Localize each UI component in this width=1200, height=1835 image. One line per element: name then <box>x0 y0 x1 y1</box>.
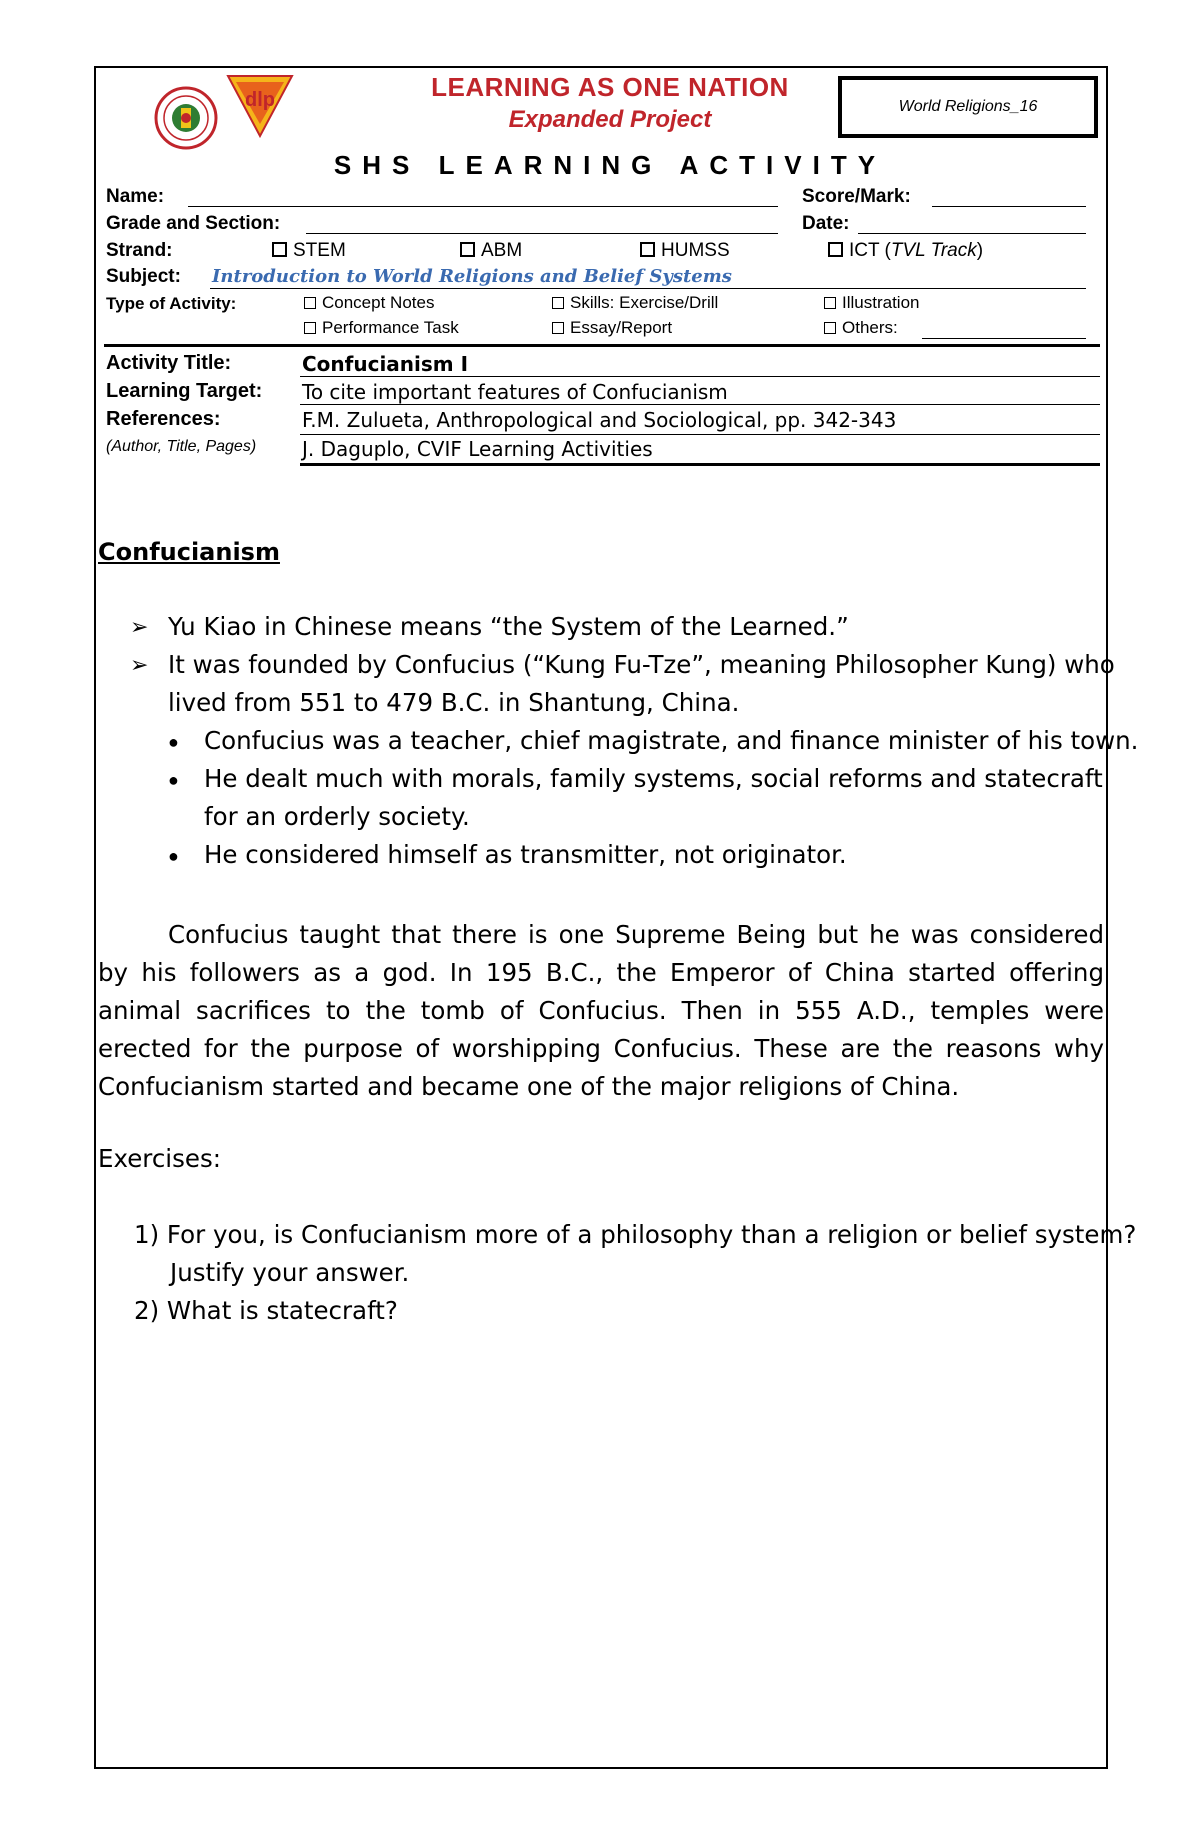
score-field[interactable] <box>932 206 1086 207</box>
header-divider <box>104 344 1100 347</box>
arrow-bullet-icon: ➢ <box>130 614 149 639</box>
activity-title-label: Activity Title: <box>106 352 232 374</box>
learning-target-underline <box>300 404 1100 405</box>
others-field[interactable] <box>922 338 1086 339</box>
checkbox-icon <box>460 242 475 257</box>
strand-option-ict[interactable]: ICT (TVL Track) <box>828 240 983 262</box>
checkbox-icon <box>824 297 836 309</box>
date-field[interactable] <box>858 233 1086 234</box>
reference-2: J. Daguplo, CVIF Learning Activities <box>302 437 653 461</box>
strand-option-abm[interactable]: ABM <box>460 240 522 262</box>
date-label: Date: <box>802 213 850 234</box>
grade-section-field[interactable] <box>306 233 778 234</box>
checkbox-icon <box>272 242 287 257</box>
activity-type-illustration[interactable]: Illustration <box>824 293 919 313</box>
name-label: Name: <box>106 186 165 207</box>
checkbox-icon <box>552 322 564 334</box>
bullet-icon: ● <box>168 732 179 752</box>
bullet-icon: ● <box>168 770 179 790</box>
section-title: Confucianism <box>98 538 280 566</box>
checkbox-icon <box>640 242 655 257</box>
bullet-item-2: He dealt much with morals, family systems, social reforms and statecraft <box>204 764 1103 793</box>
arrow-item-2: It was founded by Confucius (“Kung Fu-Tze”, meaning Philosopher Kung) who <box>168 650 1115 679</box>
checkbox-icon <box>824 322 836 334</box>
org-subtitle: Expanded Project <box>508 106 712 133</box>
checkbox-icon <box>828 242 843 257</box>
exercise-1-continued: Justify your answer. <box>170 1258 410 1287</box>
activity-title-value: Confucianism I <box>302 352 469 376</box>
checkbox-icon <box>552 297 564 309</box>
subject-label: Subject: <box>106 266 181 287</box>
bullet-icon: ● <box>168 846 179 866</box>
bullet-item-2-continued: for an orderly society. <box>204 802 470 831</box>
school-seal-logo <box>154 86 218 150</box>
ict-track-note: TVL Track <box>890 240 977 261</box>
references-label: References: <box>106 408 221 430</box>
org-title: LEARNING AS ONE NATION <box>431 72 789 102</box>
activity-type-concept-notes[interactable]: Concept Notes <box>304 293 434 313</box>
activity-main-title: SHS LEARNING ACTIVITY <box>333 150 887 180</box>
subject-underline <box>210 288 1086 289</box>
activity-title-underline <box>300 376 1100 377</box>
bullet-item-1: Confucius was a teacher, chief magistrate, and finance minister of his town. <box>204 726 1139 755</box>
reference-1-underline <box>300 434 1100 435</box>
name-field[interactable] <box>188 206 778 207</box>
strand-label: Strand: <box>106 240 173 261</box>
learning-target-value: To cite important features of Confucianism <box>302 380 728 404</box>
score-label: Score/Mark: <box>802 186 911 207</box>
learning-target-label: Learning Target: <box>106 380 263 402</box>
strand-option-humss[interactable]: HUMSS <box>640 240 730 262</box>
dlp-logo-text: dlp <box>245 89 275 111</box>
body-paragraph: Confucius taught that there is one Supreme Being but he was considered by his followers as a god. In 195 B.C., the Emperor of China started offering animal sacrifices to the tomb of Confucius. Then in 555 A.D., temples were erected for the purpose of worshipping Confucius. These are the reasons why Confucianism started and became one of the major religions of China. <box>98 920 1104 1101</box>
arrow-item-2-continued: lived from 551 to 479 B.C. in Shantung, China. <box>168 688 740 717</box>
arrow-bullet-icon: ➢ <box>130 652 149 677</box>
document-code-box <box>838 76 1098 138</box>
reference-1: F.M. Zulueta, Anthropological and Sociological, pp. 342-343 <box>302 408 897 432</box>
exercise-1: 1) For you, is Confucianism more of a philosophy than a religion or belief system? <box>134 1220 1137 1249</box>
dlp-logo <box>224 70 296 142</box>
exercises-label: Exercises: <box>98 1144 221 1173</box>
checkbox-icon <box>304 297 316 309</box>
bullet-item-3: He considered himself as transmitter, not originator. <box>204 840 847 869</box>
activity-type-skills[interactable]: Skills: Exercise/Drill <box>552 293 718 313</box>
strand-option-stem[interactable]: STEM <box>272 240 346 262</box>
reference-2-underline <box>300 463 1100 466</box>
checkbox-icon <box>304 322 316 334</box>
activity-type-label: Type of Activity: <box>106 294 237 313</box>
activity-type-performance-task[interactable]: Performance Task <box>304 318 459 338</box>
grade-section-label: Grade and Section: <box>106 213 281 234</box>
exercise-2: 2) What is statecraft? <box>134 1296 398 1325</box>
document-code: World Religions_16 <box>898 98 1038 115</box>
references-note: (Author, Title, Pages) <box>106 438 257 455</box>
subject-value: Introduction to World Religions and Belief Systems <box>212 266 732 287</box>
arrow-item-1: Yu Kiao in Chinese means “the System of the Learned.” <box>168 612 849 641</box>
activity-type-essay-report[interactable]: Essay/Report <box>552 318 672 338</box>
activity-type-others[interactable]: Others: <box>824 318 898 338</box>
